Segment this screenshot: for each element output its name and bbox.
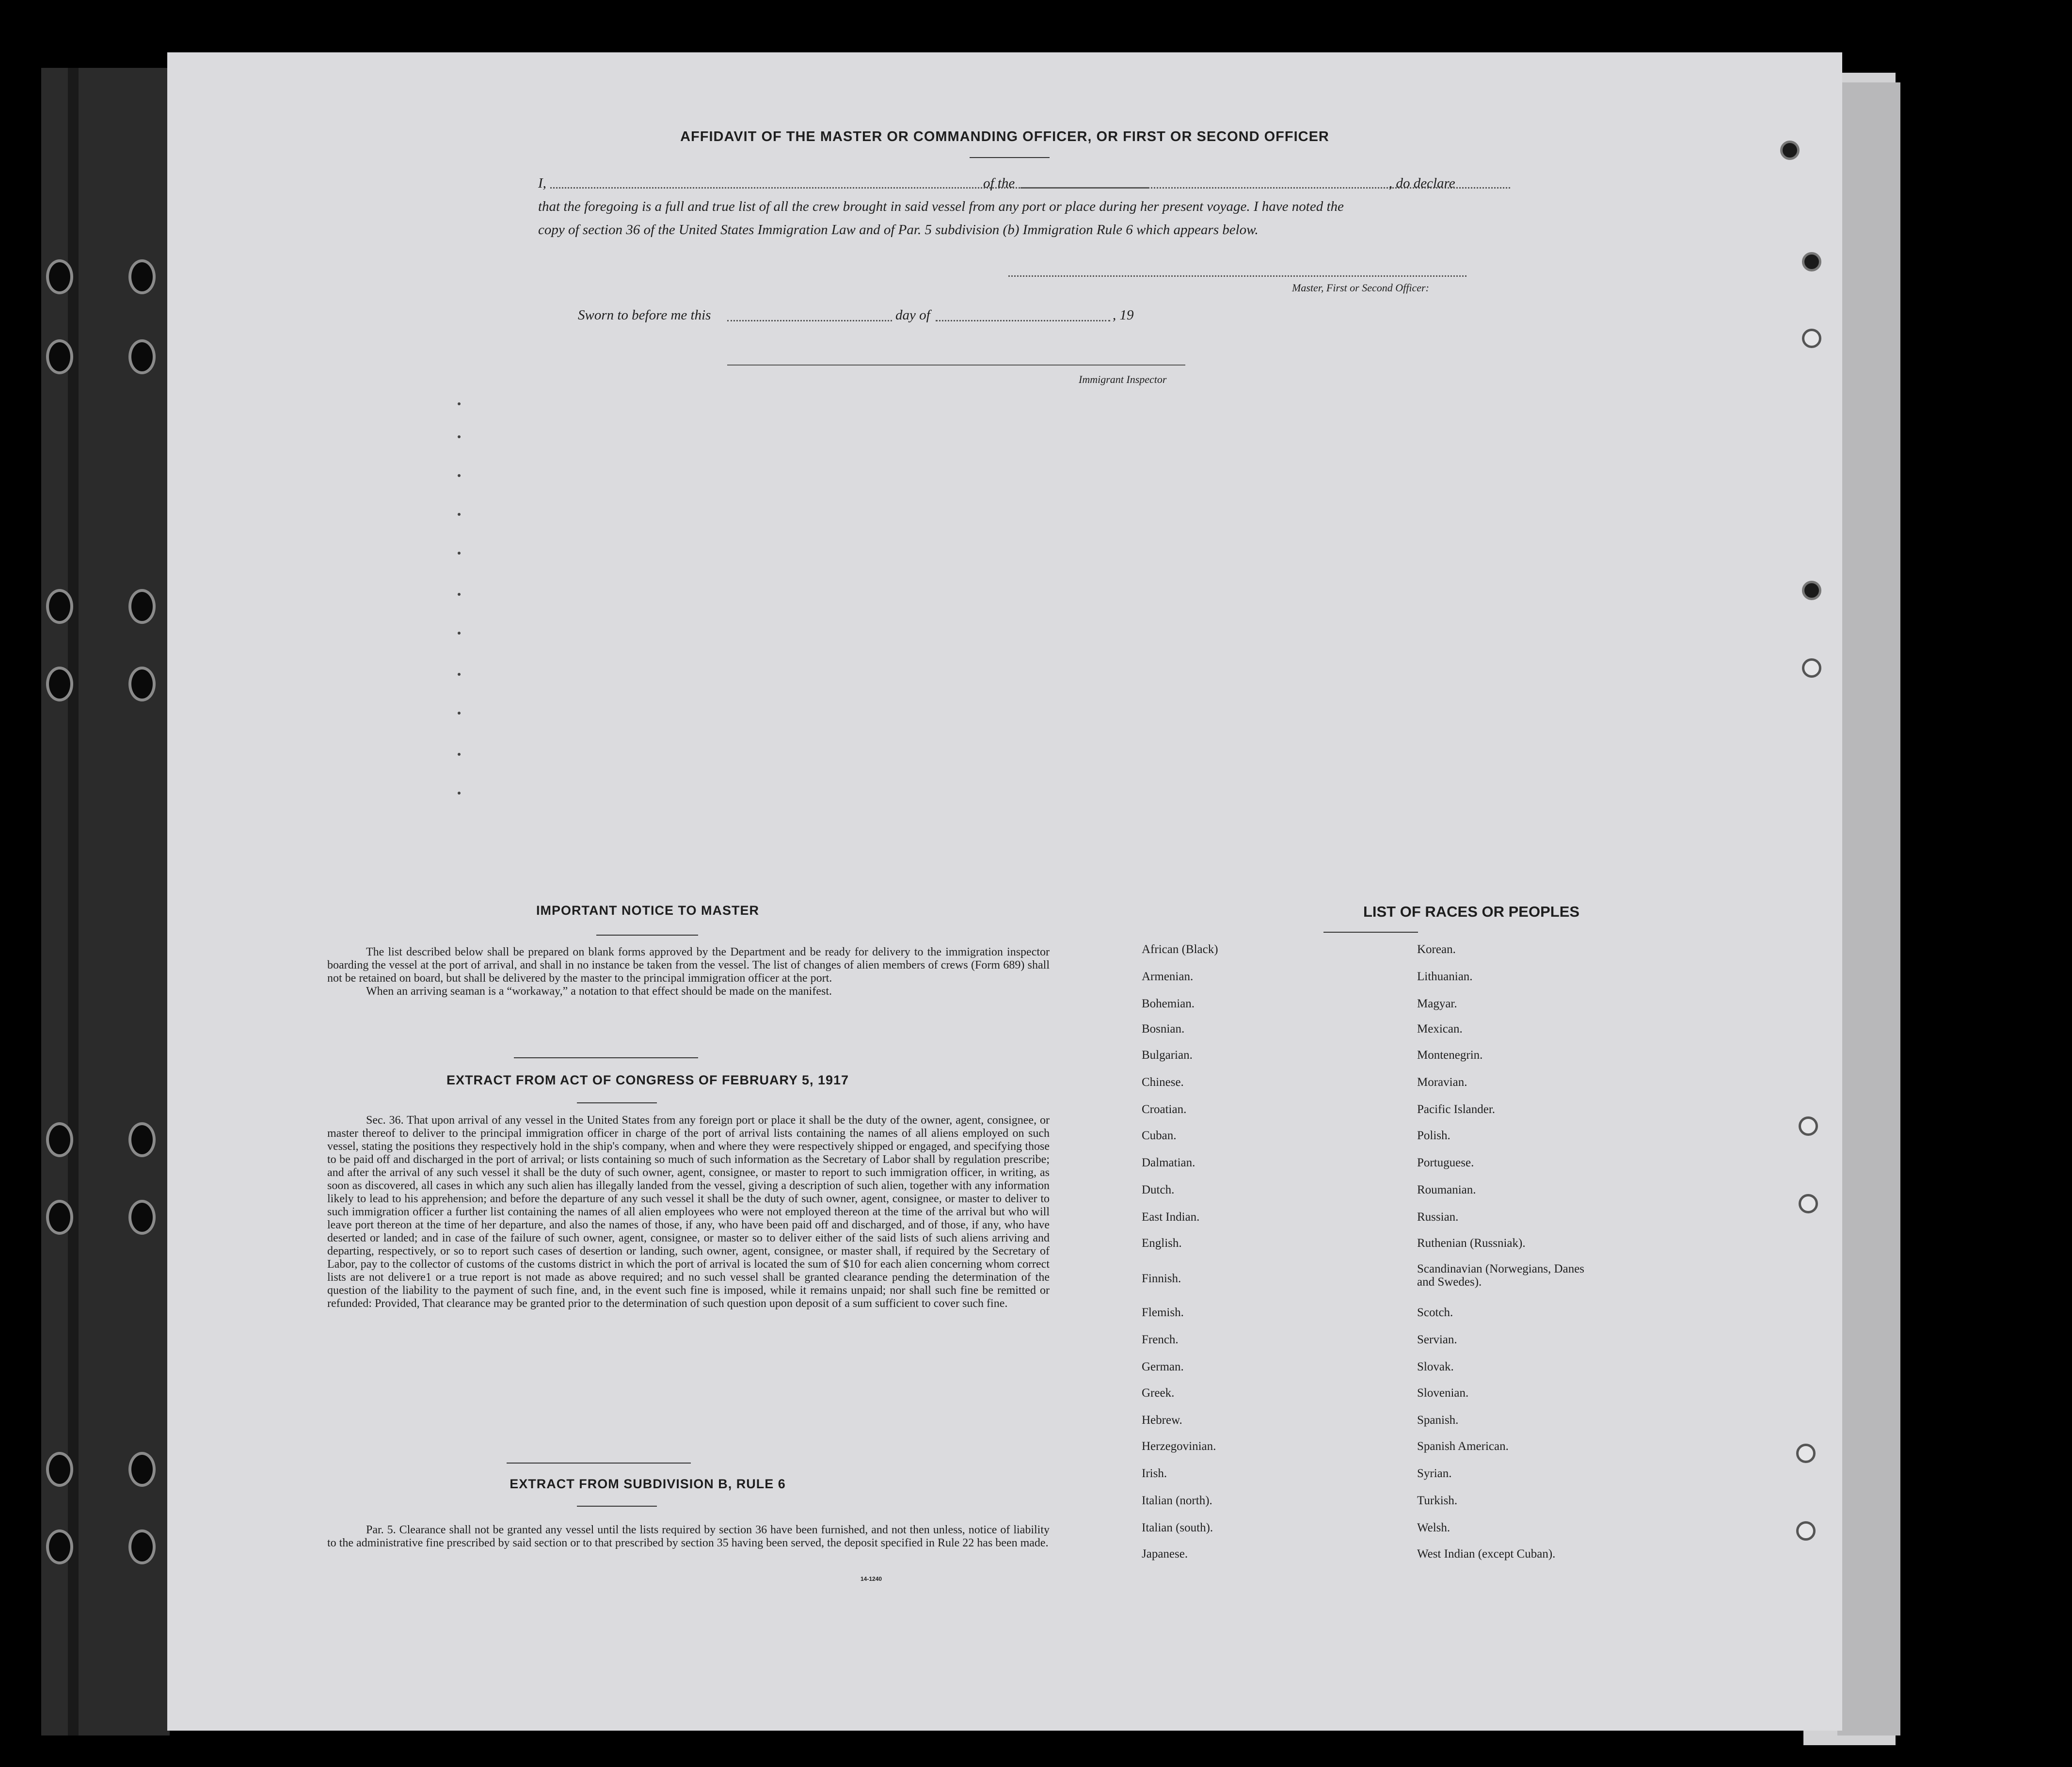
race-right: Montenegrin. bbox=[1417, 1049, 1483, 1062]
race-right: Russian. bbox=[1417, 1210, 1459, 1224]
race-right: Mexican. bbox=[1417, 1022, 1463, 1035]
affidavit-declare-label: , do declare bbox=[1389, 175, 1455, 191]
race-left: Bosnian. bbox=[1142, 1022, 1185, 1035]
margin-mark bbox=[458, 753, 461, 756]
race-left: Chinese. bbox=[1142, 1076, 1184, 1089]
punch-hole bbox=[1802, 329, 1821, 348]
binder-hole bbox=[46, 667, 73, 701]
extract-rule-text bbox=[327, 1524, 1050, 1550]
heading-rule bbox=[1323, 932, 1418, 933]
margin-mark bbox=[458, 593, 461, 596]
notice-paragraph-1: The list described below shall be prepared on blank forms approved by the Department and be ready for delivery to the immigration inspector boarding the vessel at the port of arrival, and shall in no instance be taken from the vessel. The list of changes of alien members of crews (Form 689) shall not be retained on board, but shall be delivered by the master to the principal immigration officer at the port. bbox=[327, 946, 1050, 985]
race-left: Greek. bbox=[1142, 1386, 1175, 1400]
manifest-page bbox=[167, 52, 1842, 1731]
race-left: Dutch. bbox=[1142, 1183, 1175, 1196]
punch-hole bbox=[1802, 658, 1821, 678]
race-right: Scandinavian (Norwegians, Danes and Swedes). bbox=[1417, 1262, 1585, 1289]
race-left: Italian (south). bbox=[1142, 1521, 1213, 1534]
extract-rule-heading: EXTRACT FROM SUBDIVISION B, RULE 6 bbox=[510, 1477, 786, 1491]
races-heading: LIST OF RACES OR PEOPLES bbox=[1363, 903, 1580, 920]
race-right: Syrian. bbox=[1417, 1467, 1452, 1480]
day-of-label: day of bbox=[895, 307, 930, 323]
race-left: French. bbox=[1142, 1333, 1179, 1346]
margin-mark bbox=[458, 632, 461, 635]
margin-mark bbox=[458, 435, 461, 438]
year-label: , 19 bbox=[1113, 307, 1134, 323]
race-right: Turkish. bbox=[1417, 1494, 1458, 1507]
signature-line[interactable] bbox=[1008, 275, 1466, 277]
extract-act-heading: EXTRACT FROM ACT OF CONGRESS OF FEBRUARY 5, 1917 bbox=[446, 1073, 849, 1087]
race-right: Ruthenian (Russniak). bbox=[1417, 1237, 1526, 1250]
binder-hole bbox=[128, 1122, 156, 1157]
inspector-caption: Immigrant Inspector bbox=[1079, 373, 1167, 385]
signature-caption: Master, First or Second Officer: bbox=[1292, 282, 1429, 294]
binder-hole bbox=[128, 339, 156, 374]
affidavit-line-2: copy of section 36 of the United States Immigration Law and of Par. 5 subdivision (b) Immigration Rule 6 which appears below. bbox=[538, 222, 1259, 238]
race-left: African (Black) bbox=[1142, 943, 1218, 956]
heading-rule bbox=[970, 157, 1050, 158]
punch-hole bbox=[1802, 252, 1821, 271]
race-right: Servian. bbox=[1417, 1333, 1457, 1346]
margin-mark bbox=[458, 712, 461, 715]
race-left: Irish. bbox=[1142, 1467, 1167, 1480]
race-left: Cuban. bbox=[1142, 1129, 1177, 1142]
binder-hole bbox=[128, 1200, 156, 1235]
race-left: Dalmatian. bbox=[1142, 1156, 1195, 1169]
heading-rule bbox=[577, 1102, 657, 1103]
binder-hole bbox=[46, 589, 73, 624]
rule-6-text: Par. 5. Clearance shall not be granted any vessel until the lists required by section 36 have been furnished, and not then unless, notice of liability to the administrative fine prescribed by said section or to that prescribed by section 35 having been served, the deposit specified in Rule 22 has been made. bbox=[327, 1524, 1050, 1549]
punch-hole bbox=[1802, 581, 1821, 600]
race-left: Finnish. bbox=[1142, 1272, 1181, 1285]
notice-paragraph-2: When an arriving seaman is a “workaway,” a notation to that effect should be made on the manifest. bbox=[366, 985, 832, 998]
margin-mark bbox=[458, 402, 461, 405]
punch-hole bbox=[1796, 1521, 1816, 1541]
race-left: Italian (north). bbox=[1142, 1494, 1212, 1507]
race-right: Spanish American. bbox=[1417, 1440, 1509, 1453]
race-left: Flemish. bbox=[1142, 1306, 1184, 1319]
race-right: Roumanian. bbox=[1417, 1183, 1476, 1196]
binder-hole bbox=[128, 589, 156, 624]
binder-hole bbox=[46, 1122, 73, 1157]
margin-mark bbox=[458, 552, 461, 555]
race-right: Scotch. bbox=[1417, 1306, 1453, 1319]
margin-mark bbox=[458, 673, 461, 676]
binder-hole bbox=[46, 1452, 73, 1487]
race-left: Bulgarian. bbox=[1142, 1049, 1193, 1062]
race-left: Herzegovinian. bbox=[1142, 1440, 1216, 1453]
race-left: Bohemian. bbox=[1142, 997, 1195, 1010]
binder-hole bbox=[46, 1200, 73, 1235]
race-right: Moravian. bbox=[1417, 1076, 1467, 1089]
race-right: Pacific Islander. bbox=[1417, 1103, 1496, 1116]
margin-mark bbox=[458, 474, 461, 477]
race-left: East Indian. bbox=[1142, 1210, 1200, 1224]
race-right: Welsh. bbox=[1417, 1521, 1450, 1534]
binder-hole bbox=[46, 1529, 73, 1564]
form-number: 14-1240 bbox=[861, 1576, 882, 1582]
race-left: English. bbox=[1142, 1237, 1182, 1250]
race-right: Spanish. bbox=[1417, 1414, 1459, 1427]
race-left: Japanese. bbox=[1142, 1547, 1188, 1560]
sworn-label: Sworn to before me this bbox=[578, 307, 711, 323]
heading-rule bbox=[596, 935, 698, 936]
section-rule bbox=[507, 1463, 691, 1464]
race-right: Polish. bbox=[1417, 1129, 1450, 1142]
race-right: Korean. bbox=[1417, 943, 1456, 956]
punch-hole bbox=[1796, 1444, 1816, 1463]
heading-rule bbox=[577, 1506, 657, 1507]
race-left: Hebrew. bbox=[1142, 1414, 1182, 1427]
sworn-day-blank[interactable] bbox=[727, 320, 892, 321]
race-left: Armenian. bbox=[1142, 970, 1194, 983]
race-right: Magyar. bbox=[1417, 997, 1457, 1010]
sworn-month-blank[interactable] bbox=[936, 320, 1110, 321]
punch-hole bbox=[1799, 1116, 1818, 1136]
binder-hole bbox=[128, 1529, 156, 1564]
notice-heading: IMPORTANT NOTICE TO MASTER bbox=[536, 903, 759, 918]
section-36-text: Sec. 36. That upon arrival of any vessel in the United States from any foreign port or place it shall be the duty of the owner, agent, consignee, or master thereof to deliver to the principal immigration officer in charge of the port of arrival lists containing the names of all aliens employed on such vessel, stating the positions they respectively hold in the ship's company, when and where they were respectively shipped or engaged, and specifying those to be paid off and discharged in the port of arrival; or lists containing so much of such information as the Secretary of Labor shall by regulation prescribe; and after the arrival of any such vessel it shall be the duty of such owner, agent, consignee, or master to report to such immigration officer, in writing, as soon as discovered, all cases in which any such alien has illegally landed from the vessel, giving a description of such alien, together with any information likely to lead to his apprehension; and before the departure of any such vessel it shall be the duty of such owner, agent, consignee, or master to deliver to such immigration officer a further list containing the names of all alien employees who were not employed thereon at the time of the arrival but who will leave port thereon at the time of her departure, and also the names of those, if any, who have been paid off and discharged, and of those, if any, who have deserted or landed; and in case of the failure of such owner, agent, consignee, or master so to deliver either of the said lists of such aliens arriving and departing, respectively, or so to report such cases of desertion or landing, such owner, agent, consignee, or master shall, if required by the Secretary of Labor, pay to the collector of customs of the customs district in which the port of arrival is located the sum of $10 for each alien concerning whom correct lists are not delivere1 or a true report is not made as above required; and no such vessel shall be granted clearance pending the determination of the question of the liability to the payment of such fine, and, in the event such fine is imposed, while it remains unpaid; nor shall such fine be remitted or refunded: Provided, That clearance may be granted prior to the determination of such question upon deposit of a sum sufficient to cover such fine. bbox=[327, 1114, 1050, 1310]
affidavit-heading: AFFIDAVIT OF THE MASTER OR COMMANDING OFFICER, OR FIRST OR SECOND OFFICER bbox=[680, 129, 1329, 144]
race-right: Portuguese. bbox=[1417, 1156, 1474, 1169]
binder-strip bbox=[68, 68, 79, 1735]
race-right: Slovenian. bbox=[1417, 1386, 1469, 1400]
margin-mark bbox=[458, 792, 461, 795]
race-left: Croatian. bbox=[1142, 1103, 1187, 1116]
section-rule bbox=[514, 1057, 698, 1058]
race-right: West Indian (except Cuban). bbox=[1417, 1547, 1556, 1560]
binder-hole bbox=[128, 259, 156, 294]
notice-text bbox=[327, 946, 1050, 998]
binder-hole bbox=[128, 667, 156, 701]
binder-hole bbox=[46, 339, 73, 374]
affidavit-of-the-label: of the bbox=[983, 175, 1015, 191]
binder-hole bbox=[128, 1452, 156, 1487]
binder-hole bbox=[46, 259, 73, 294]
affidavit-i-label: I, bbox=[538, 175, 546, 191]
race-right: Lithuanian. bbox=[1417, 970, 1473, 983]
margin-mark bbox=[458, 513, 461, 516]
punch-hole bbox=[1799, 1194, 1818, 1213]
affidavit-line-1: that the foregoing is a full and true list of all the crew brought in said vessel from any port or place during her present voyage. I have noted the bbox=[538, 199, 1344, 214]
inspector-line[interactable] bbox=[727, 365, 1185, 366]
race-right: Slovak. bbox=[1417, 1360, 1454, 1373]
race-left: German. bbox=[1142, 1360, 1184, 1373]
extract-act-text bbox=[327, 1114, 1050, 1310]
underlying-page bbox=[1837, 82, 1900, 1735]
